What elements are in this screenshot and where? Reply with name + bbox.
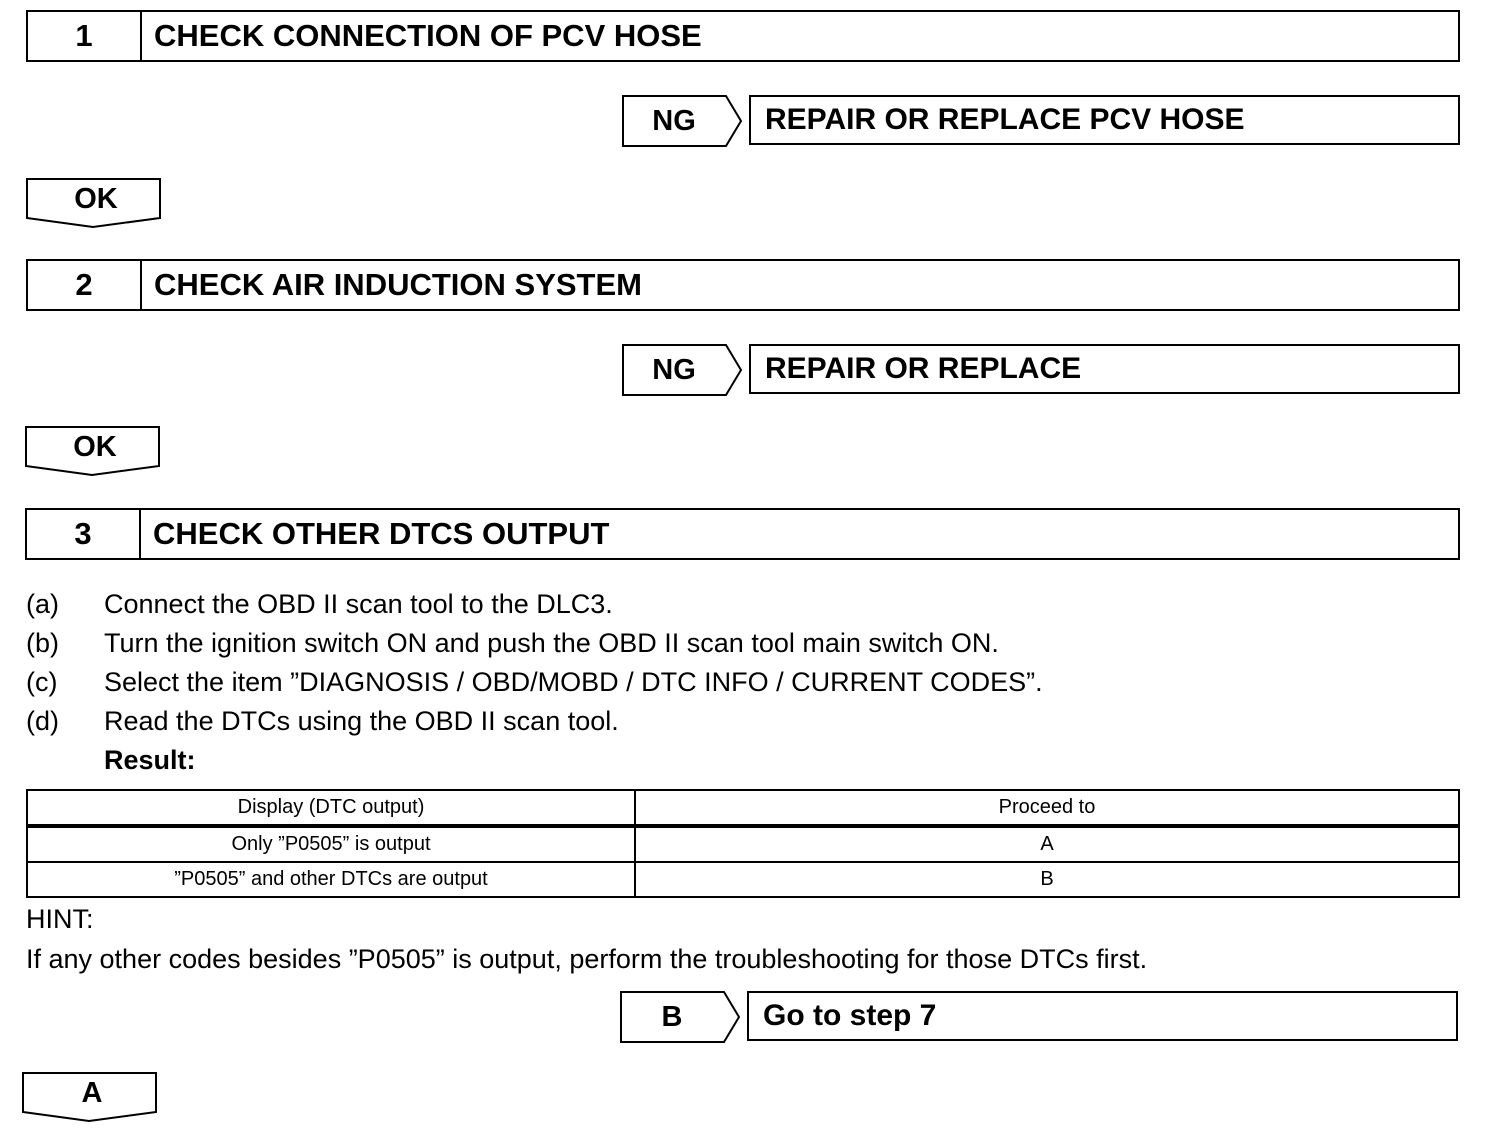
- instruction-item: [26, 702, 1466, 741]
- instruction-item: [26, 585, 1466, 624]
- step-2-title: CHECK AIR INDUCTION SYSTEM: [154, 267, 642, 302]
- instruction-text: Connect the OBD II scan tool to the DLC3.: [104, 589, 613, 619]
- table-cell: A: [635, 826, 1459, 862]
- instruction-letter: (c): [26, 667, 58, 697]
- instruction-item: [26, 663, 1466, 702]
- a-continue: [22, 1072, 162, 1124]
- ng-branch-2-result: REPAIR OR REPLACE: [749, 344, 1460, 394]
- table-header-row: [27, 790, 1459, 826]
- b-branch-label: B: [661, 1000, 683, 1033]
- ok-continue-2: [25, 426, 165, 478]
- step-3-title: CHECK OTHER DTCS OUTPUT: [153, 516, 610, 551]
- ok-continue-2-label: OK: [73, 430, 117, 463]
- b-branch-arrow: [620, 991, 740, 1043]
- step-1-number: 1: [28, 12, 142, 60]
- ng-branch-1-label: NG: [652, 104, 696, 137]
- ng-branch-1-arrow: [622, 95, 742, 147]
- step-2-header: [26, 259, 1460, 311]
- instruction-text: Select the item ”DIAGNOSIS / OBD/MOBD / DTC INFO / CURRENT CODES”.: [104, 667, 1043, 697]
- table-cell: ”P0505” and other DTCs are output: [27, 862, 635, 897]
- result-label: Result:: [104, 745, 196, 775]
- ng-branch-2-arrow: [622, 344, 742, 396]
- ok-continue-1-label: OK: [74, 182, 118, 215]
- hint-text: If any other codes besides ”P0505” is output, perform the troubleshooting for those DTCs first.: [26, 944, 1148, 974]
- hint-label: HINT:: [26, 904, 94, 934]
- instruction-item: [26, 624, 1466, 663]
- a-continue-label: A: [81, 1076, 103, 1109]
- step-2-number: 2: [28, 261, 142, 309]
- instruction-text: Read the DTCs using the OBD II scan tool.: [104, 706, 619, 736]
- table-header-cell: Proceed to: [635, 790, 1459, 826]
- ng-branch-2-label: NG: [652, 353, 696, 386]
- step-1-title: CHECK CONNECTION OF PCV HOSE: [154, 18, 702, 53]
- b-branch-result: Go to step 7: [747, 991, 1458, 1041]
- table-header-cell: Display (DTC output): [27, 790, 635, 826]
- instruction-list: [26, 585, 1466, 780]
- instruction-letter: (a): [26, 589, 59, 619]
- ng-branch-1-result: REPAIR OR REPLACE PCV HOSE: [749, 95, 1460, 145]
- instruction-text: Turn the ignition switch ON and push the OBD II scan tool main switch ON.: [104, 628, 999, 658]
- result-label-row: [26, 741, 1466, 780]
- result-table: [26, 789, 1460, 898]
- ok-continue-1: [26, 178, 166, 230]
- table-cell: Only ”P0505” is output: [27, 826, 635, 862]
- step-1-header: [26, 10, 1460, 62]
- table-cell: B: [635, 862, 1459, 897]
- table-row: [27, 826, 1459, 862]
- table-row: [27, 862, 1459, 897]
- step-3-header: [25, 508, 1460, 560]
- instruction-letter: (b): [26, 628, 59, 658]
- step-3-number: 3: [27, 510, 141, 558]
- instruction-letter: (d): [26, 706, 59, 736]
